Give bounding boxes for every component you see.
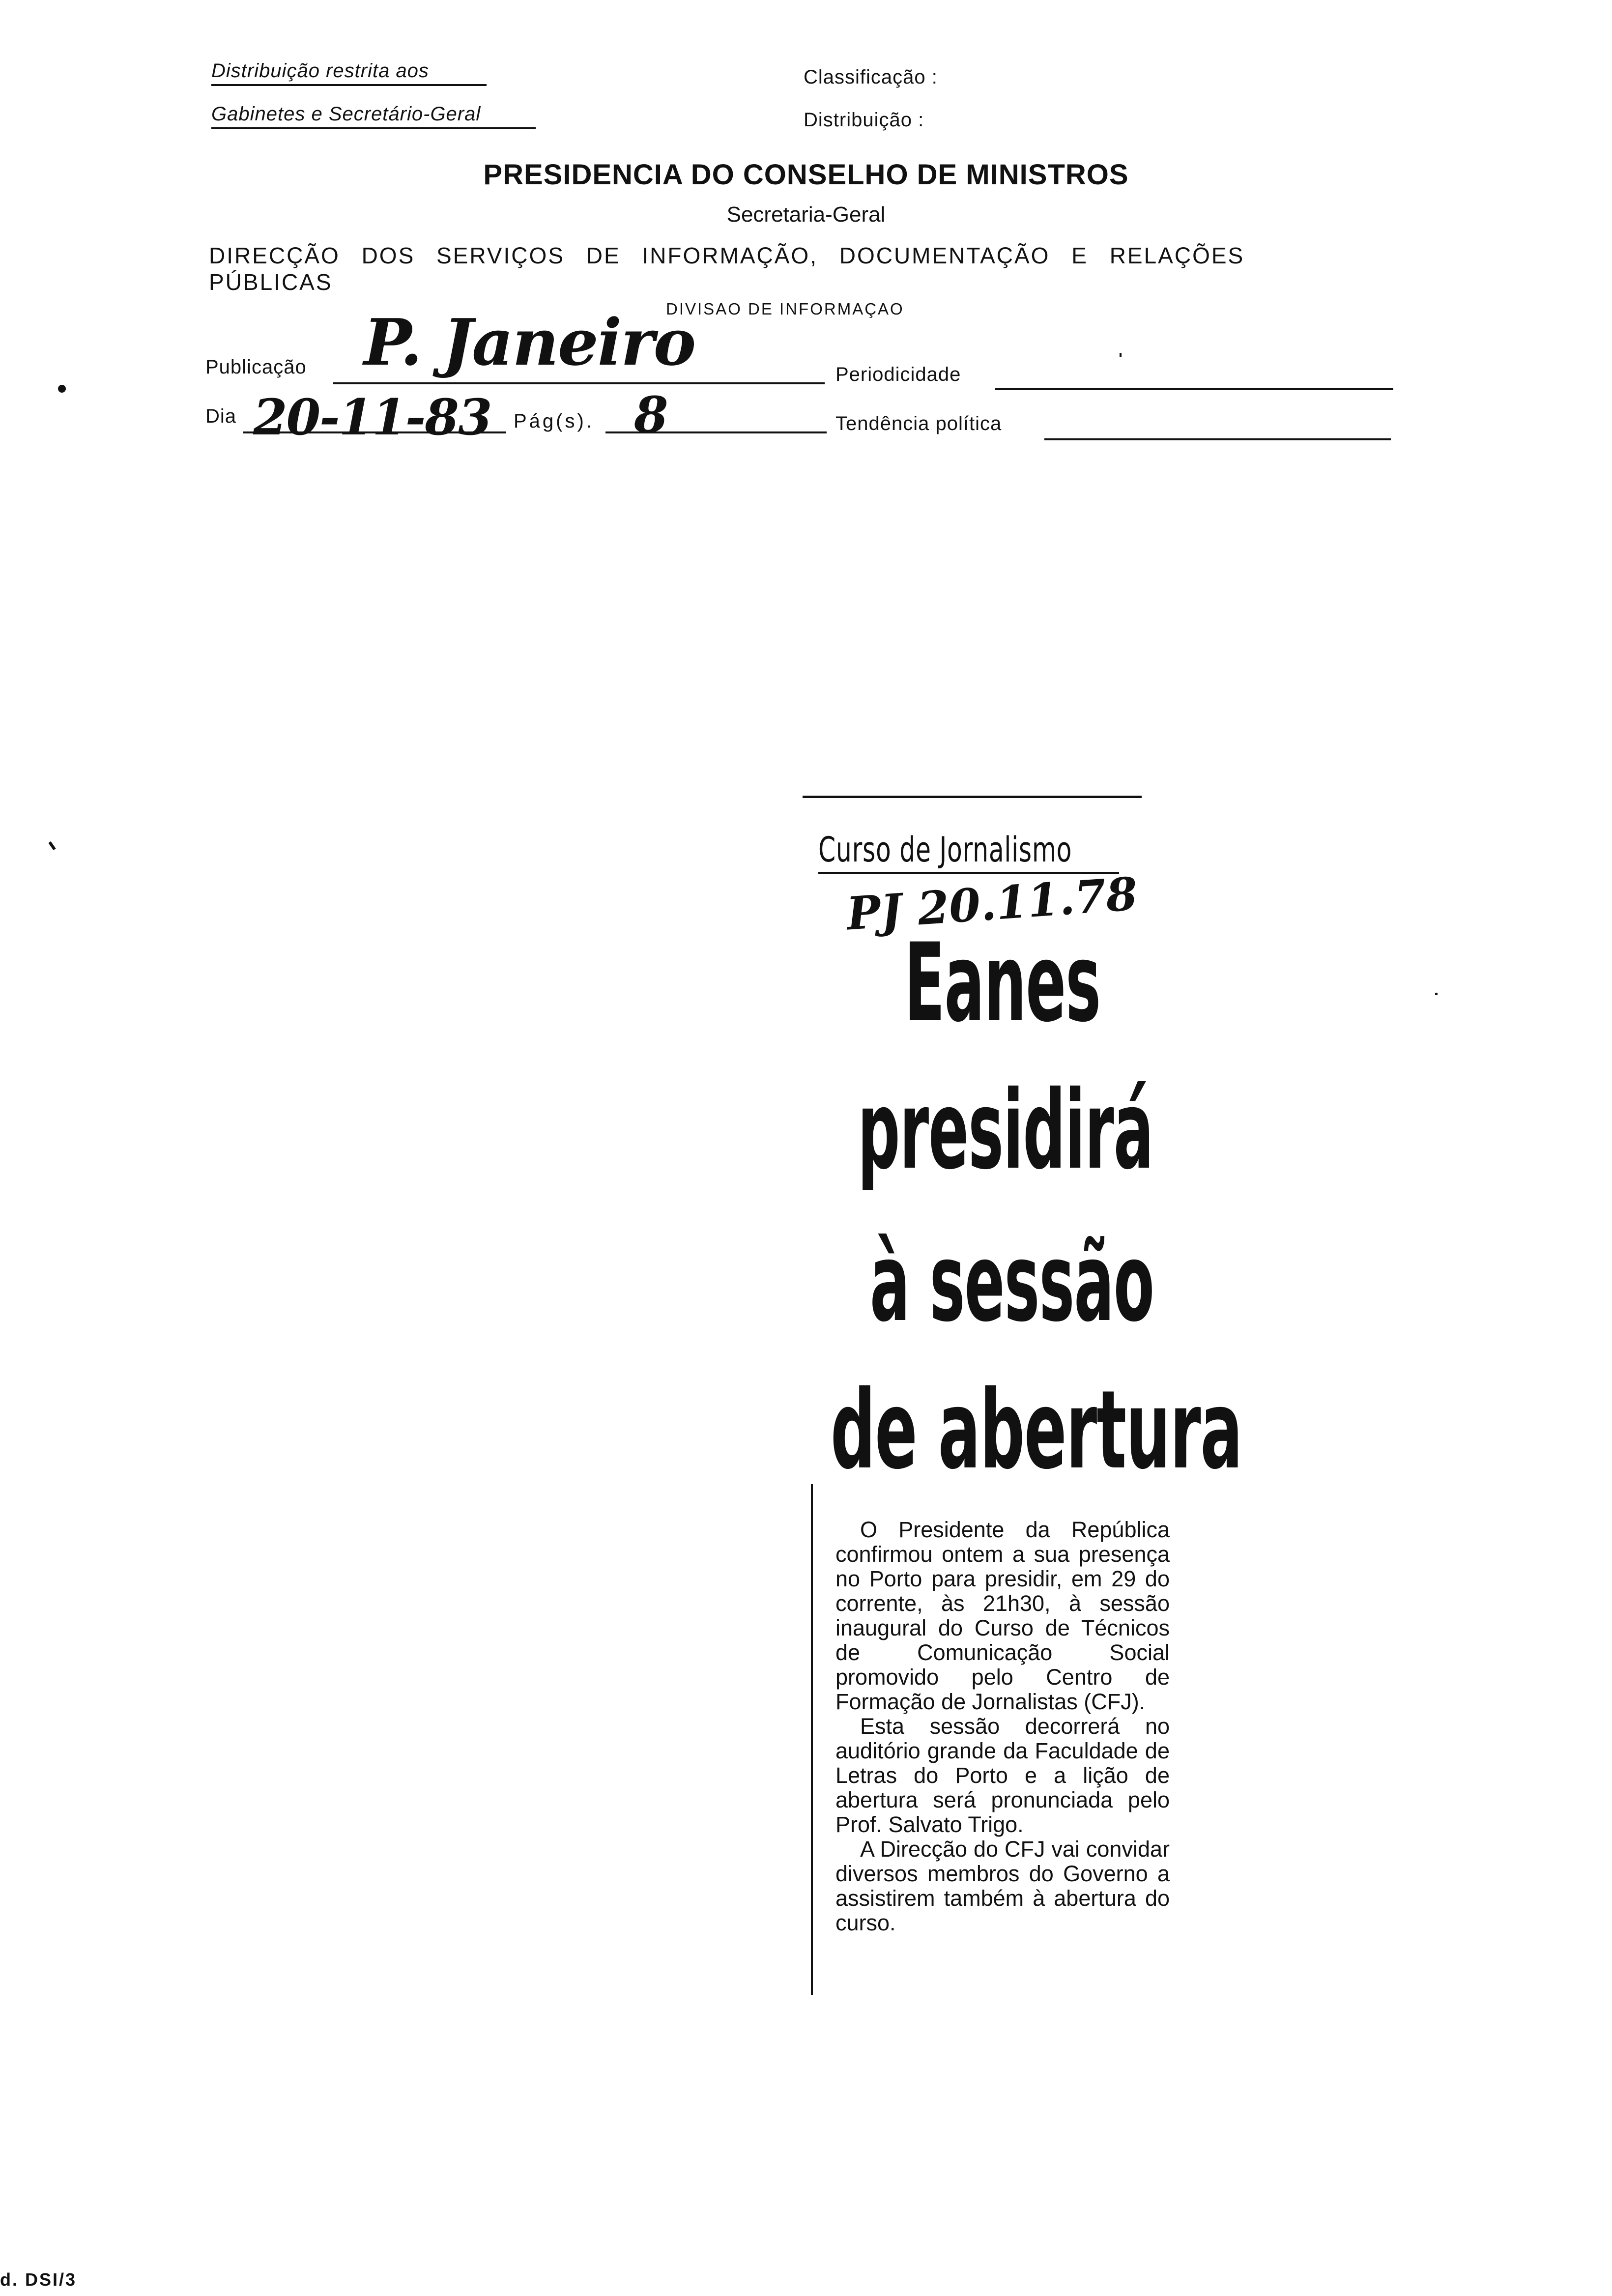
scan-speck: [1435, 993, 1438, 995]
publication-value: P. Janeiro: [364, 305, 695, 380]
pages-label: Pág(s).: [514, 410, 594, 432]
article-paragraph-1: O Presidente da República confirmou ontem a sua presença no Porto para presidir, em 29 do corrente, às 21h30, à sessão inaugural do Curso de Técnicos de Comunicação Social promovido pelo Centro de Formação de Jornalistas (CFJ).: [835, 1517, 1170, 1714]
distribution-line-1: Distribuição restrita aos: [211, 60, 487, 86]
scan-dot: [58, 385, 66, 393]
article-body: [835, 1518, 1170, 1935]
day-label: Dia: [205, 405, 237, 427]
pages-value: 8: [634, 386, 668, 444]
distribution-label: Distribuição :: [804, 109, 924, 131]
clipping-kicker: [818, 830, 1119, 874]
tendency-label: Tendência política: [835, 413, 1002, 434]
periodicity-label: Periodicidade: [835, 364, 961, 385]
division-line: DIVISAO DE INFORMAÇAO: [666, 300, 904, 318]
clipping-margin-rule: [811, 1484, 813, 1995]
periodicity-rule: [995, 388, 1393, 390]
scan-speck: [48, 841, 56, 850]
kicker-text: Curso de Jornalismo: [818, 830, 1072, 870]
headline-line-1: Eanes: [904, 920, 1101, 1046]
document-title: PRESIDENCIA DO CONSELHO DE MINISTROS: [483, 159, 1129, 191]
directorate-line: DIRECÇÃO DOS SERVIÇOS DE INFORMAÇÃO, DOCUMENTAÇÃO E RELAÇÕES PÚBLICAS: [209, 243, 1245, 295]
headline-line-2: presidirá: [858, 1067, 1153, 1193]
day-value: 20-11-83: [253, 388, 491, 446]
tendency-rule: [1044, 438, 1391, 440]
classification-label: Classificação :: [804, 66, 938, 88]
headline-line-3: à sessão: [870, 1220, 1154, 1346]
article-paragraph-2: Esta sessão decorrerá no auditório grande da Faculdade de Letras do Porto e a lição de abertura será pronunciada pelo Prof. Salvato Trigo.: [835, 1714, 1170, 1837]
form-code: d. DSI/3: [0, 2269, 77, 2290]
clipping-top-rule: [803, 796, 1142, 798]
distribution-line-2: Gabinetes e Secretário-Geral: [211, 103, 536, 129]
publication-rule: [333, 382, 825, 384]
publication-label: Publicação: [205, 356, 307, 378]
article-paragraph-3: A Direcção do CFJ vai convidar diversos membros do Governo a assistirem também à abertura do curso.: [835, 1837, 1170, 1935]
headline-line-4: de abertura: [831, 1367, 1242, 1493]
handwritten-note: PJ 20.11.78: [844, 867, 1139, 941]
document-subtitle: Secretaria-Geral: [726, 202, 886, 227]
scan-speck: [1120, 353, 1122, 357]
